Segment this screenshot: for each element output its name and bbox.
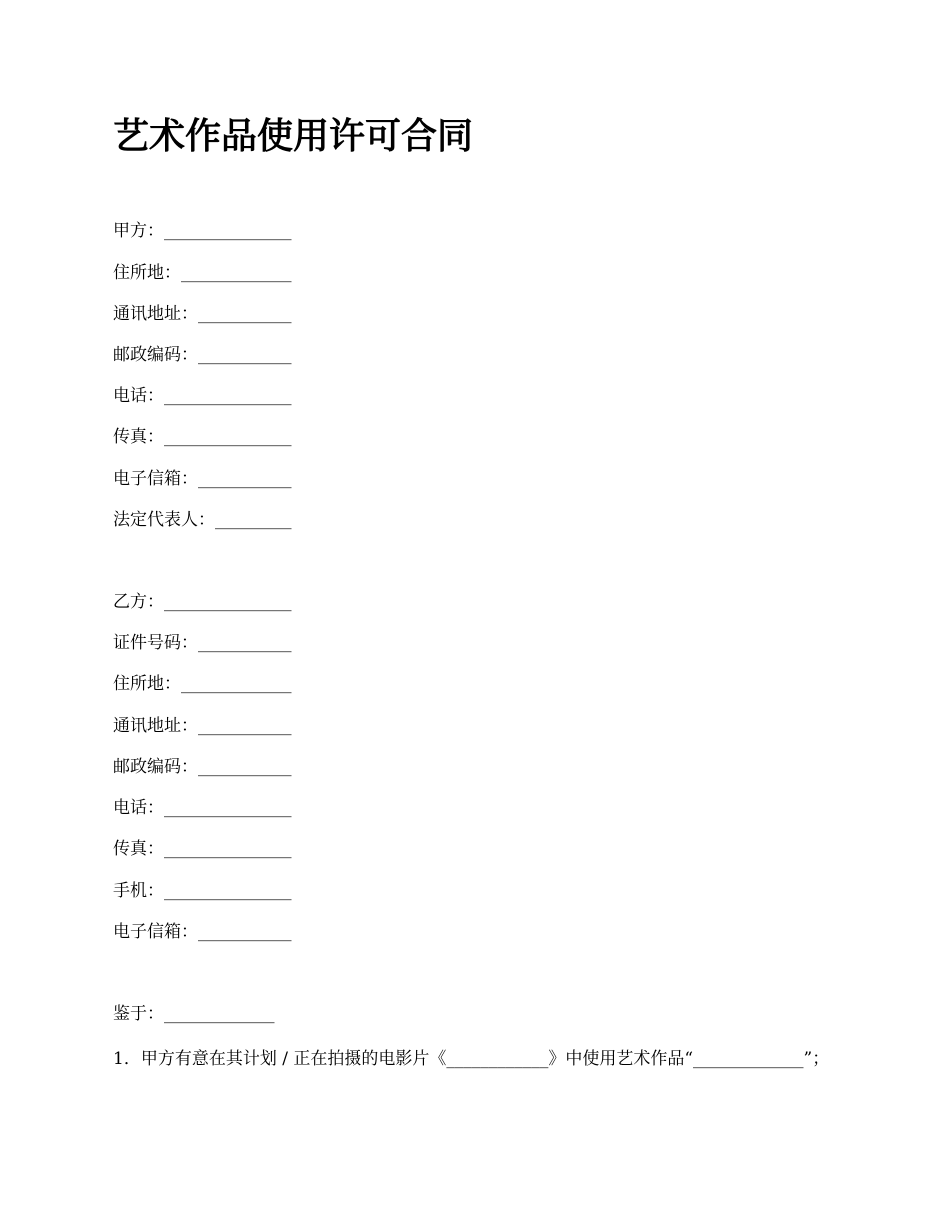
party-b-residence-field: 住所地：_____________ xyxy=(113,674,292,694)
party-a-fax-field: 传真：_______________ xyxy=(113,427,292,447)
party-a-name-field: 甲方：_______________ xyxy=(113,221,292,241)
party-b-name-field: 乙方：_______________ xyxy=(113,592,292,612)
party-a-email-field: 电子信箱：___________ xyxy=(113,469,292,489)
document-title: 艺术作品使用许可合同 xyxy=(113,115,474,157)
party-a-residence-field: 住所地：_____________ xyxy=(113,263,292,283)
clause-1: 1．甲方有意在其计划 / 正在拍摄的电影片《____________》中使用艺术作品“_____________”； xyxy=(113,1049,830,1069)
party-b-phone-field: 电话：_______________ xyxy=(113,798,292,818)
party-b-address-field: 通讯地址：___________ xyxy=(113,716,292,736)
party-a-address-field: 通讯地址：___________ xyxy=(113,304,292,324)
party-a-phone-field: 电话：_______________ xyxy=(113,386,292,406)
party-b-fax-field: 传真：_______________ xyxy=(113,839,292,859)
party-b-postcode-field: 邮政编码：___________ xyxy=(113,757,292,777)
party-a-legal-rep-field: 法定代表人：_________ xyxy=(113,510,292,530)
party-b-id-number-field: 证件号码：___________ xyxy=(113,633,292,653)
party-b-mobile-field: 手机：_______________ xyxy=(113,881,292,901)
whereas-label: 鉴于：_____________ xyxy=(113,1004,275,1024)
party-a-postcode-field: 邮政编码：___________ xyxy=(113,345,292,365)
party-b-email-field: 电子信箱：___________ xyxy=(113,922,292,942)
